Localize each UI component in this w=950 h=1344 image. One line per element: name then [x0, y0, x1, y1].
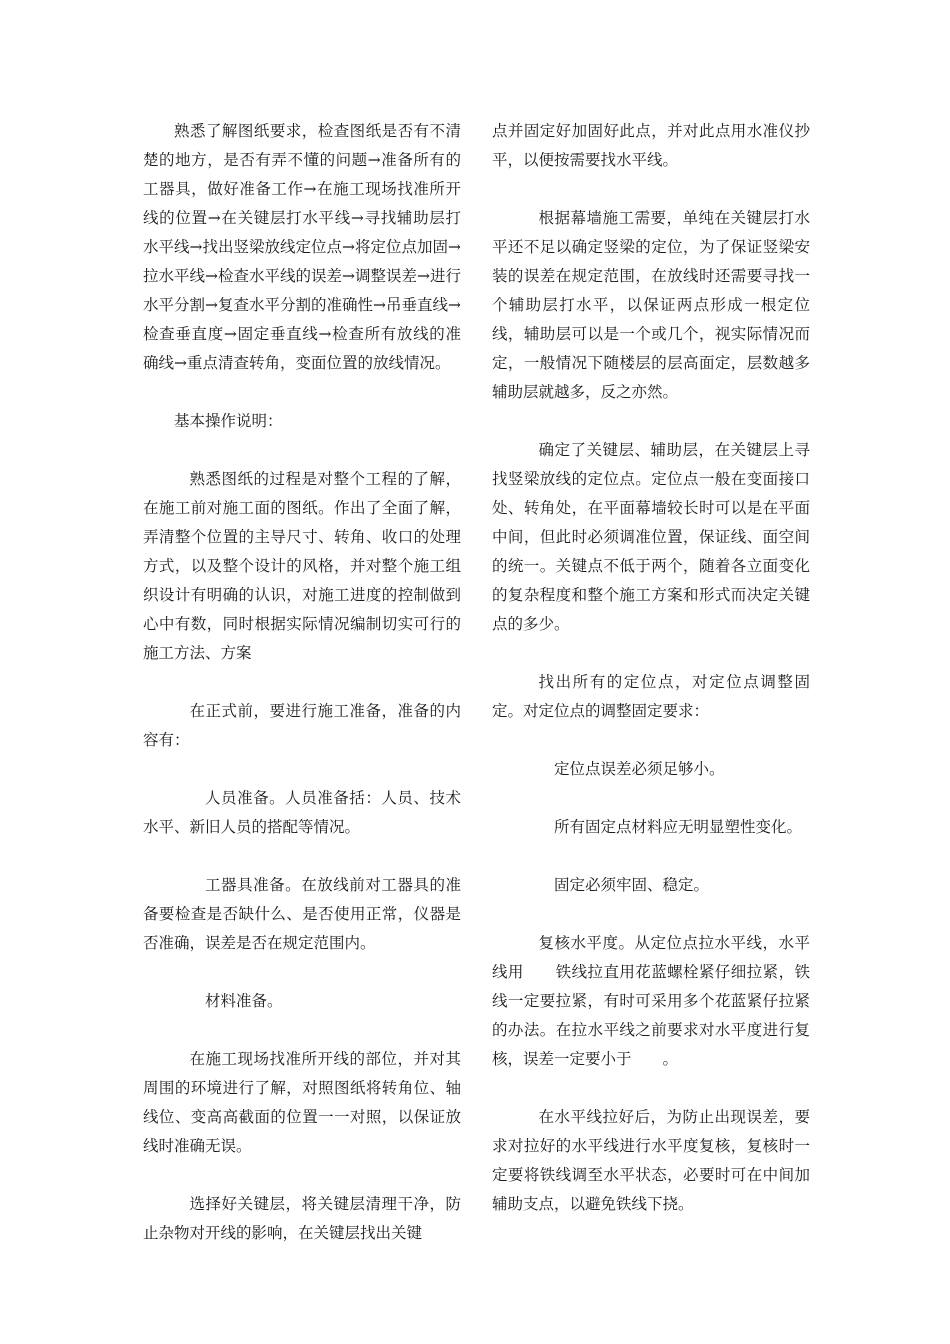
- paragraph-preparation-intro: 在正式前，要进行施工准备，准备的内容有：: [143, 702, 461, 749]
- paragraph-key-layer: 选择好关键层，将关键层清理干净，防止杂物对开线的影响，在关键层找出关键: [143, 1195, 461, 1242]
- right-column: [492, 117, 810, 1219]
- paragraph-material-preparation: 材料准备。: [205, 992, 283, 1010]
- paragraph-requirement-error: 定位点误差必须足够小。: [554, 760, 725, 778]
- paragraph-auxiliary-layer: 根据幕墙施工需要，单纯在关键层打水平还不足以确定竖梁的定位，为了保证竖梁安装的误差在规定范围，在放线时还需要寻找一个辅助层打水平，以保证两点形成一根定位线，辅助层可以是一个或几个，视实际情况而定，一般情况下随楼层的层高面定，层数越多辅助层就越多，反之亦然。: [492, 209, 810, 401]
- paragraph-level-check: 复核水平度。从定位点拉水平线，水平线用 铁线拉直用花蓝螺栓紧仔细拉紧，铁线一定要拉紧，有时可采用多个花蓝紧仔拉紧的办法。在拉水平线之前要求对水平度进行复核，误差一定要小于 。: [492, 934, 810, 1068]
- paragraph-requirement-material: 所有固定点材料应无明显塑性变化。: [554, 818, 803, 836]
- paragraph-tool-preparation: 工器具准备。在放线前对工器具的准备要检查是否缺什么、是否使用正常，仪器是否准确，误差是否在规定范围内。: [143, 876, 461, 952]
- paragraph-key-point-continued: 点并固定好加固好此点，并对此点用水准仪抄平，以便按需要找水平线。: [492, 122, 810, 169]
- paragraph-drawing-familiarization: 熟悉图纸的过程是对整个工程的了解，在施工前对施工面的图纸。作出了全面了解，弄清整个位置的主导尺寸、转角、收口的处理方式，以及整个设计的风格，并对整个施工组织设计有明确的认识，对施工进度的控制做到心中有数，同时根据实际情况编制切实可行的施工方法、方案: [143, 470, 461, 662]
- paragraph-positioning-points: 确定了关键层、辅助层，在关键层上寻找竖梁放线的定位点。定位点一般在变面接口处、转角处，在平面幕墙较长时可以是在平面中间，但此时必须调准位置，保证线、面空间的统一。关键点不低于两个，随着各立面变化的复杂程度和整个施工方案和形式而决定关键点的多少。: [492, 441, 810, 633]
- paragraph-basic-operation-heading: 基本操作说明：: [174, 412, 283, 430]
- paragraph-adjust-fix-points: 找出所有的定位点，对定位点调整固定。对定位点的调整固定要求：: [492, 673, 810, 720]
- paragraph-personnel-preparation: 人员准备。人员准备括：人员、技术水平、新旧人员的搭配等情况。: [143, 789, 461, 836]
- paragraph-workflow: 熟悉了解图纸要求，检查图纸是否有不清楚的地方，是否有弄不懂的问题→准备所有的工器具，做好准备工作→在施工现场找准所开线的位置→在关键层打水平线→寻找辅助层打水平线→找出竖梁放线定位点→将定位点加固→拉水平线→检查水平线的误差→调整误差→进行水平分割→复查水平分割的准确性→吊垂直线→检查垂直度→固定垂直线→检查所有放线的准确线→重点清查转角，变面位置的放线情况。: [143, 122, 461, 372]
- paragraph-requirement-firm: 固定必须牢固、稳定。: [554, 876, 710, 894]
- paragraph-site-location: 在施工现场找准所开线的部位，并对其周围的环境进行了解，对照图纸将转角位、轴线位、变高高截面的位置一一对照，以保证放线时准确无误。: [143, 1050, 461, 1155]
- paragraph-level-recheck: 在水平线拉好后，为防止出现误差，要求对拉好的水平线进行水平度复核，复核时一定要将铁线调至水平状态，必要时可在中间加辅助支点，以避免铁线下挠。: [492, 1108, 810, 1213]
- left-column: [143, 117, 461, 1248]
